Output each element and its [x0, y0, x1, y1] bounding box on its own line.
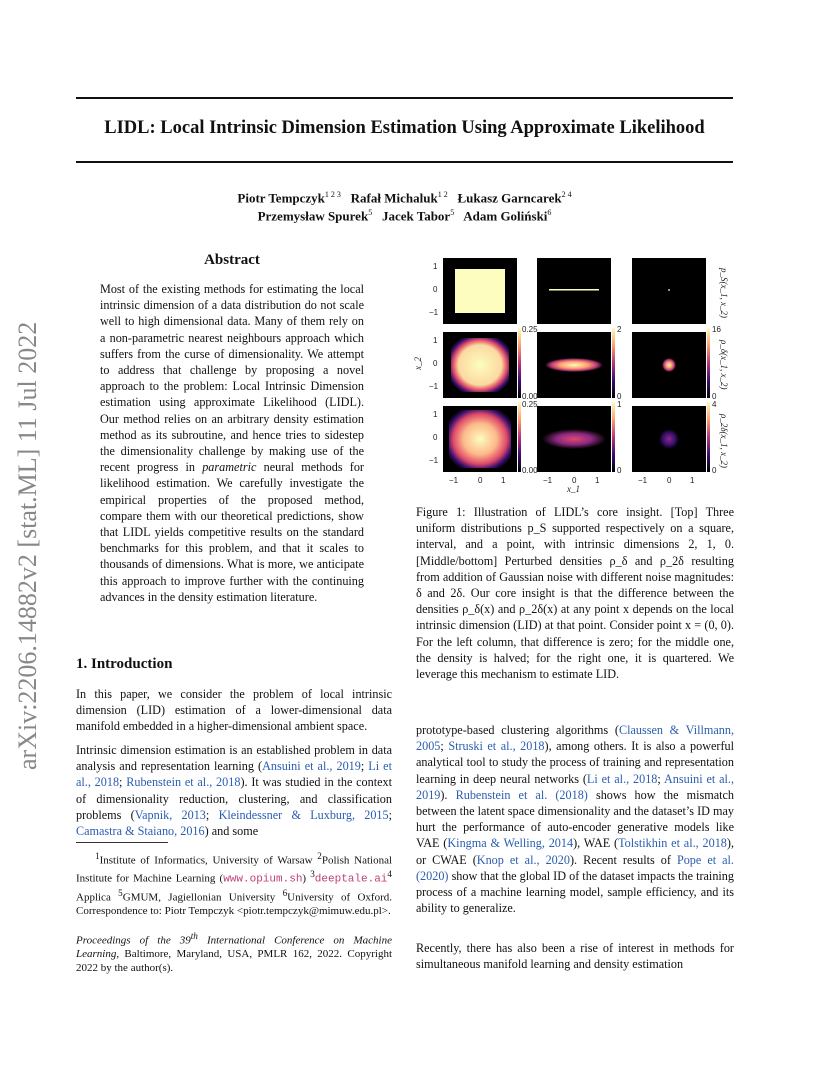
- paper-title: LIDL: Local Intrinsic Dimension Estimation Using Approximate Likelihood: [104, 118, 705, 138]
- figure-row-bottom: [443, 406, 706, 472]
- author-affiliation: 5: [368, 208, 373, 217]
- intro-text: Intrinsic dimension estimation is an established problem in data analysis and representation learning (: [76, 743, 392, 774]
- author-affiliation: 2 4: [561, 190, 572, 199]
- colorbar: [518, 328, 521, 398]
- uniform-point: [668, 289, 670, 291]
- y-tick: 0: [433, 433, 438, 442]
- arxiv-stamp-text: arXiv:2206.14882v2 [stat.ML] 11 Jul 2022: [13, 321, 42, 770]
- author-name: Łukasz Garncarek: [457, 190, 562, 206]
- citation-link[interactable]: Li et al., 2018: [586, 771, 658, 786]
- x-tick: 1: [690, 476, 695, 485]
- x-tick: 0: [478, 476, 483, 485]
- abstract-heading: Abstract: [204, 252, 260, 268]
- proceedings-note: Proceedings of the 39th International Conference on Machine Learning, Baltimore, Maryland, USA, PMLR 162, 2022. Copyright 2022 by the author(s).: [76, 931, 392, 974]
- colorbar-label: 0.00: [522, 466, 538, 475]
- y-axis-label: x_2: [413, 357, 423, 370]
- colorbar: [612, 328, 615, 398]
- perturbed-interval-2: [542, 429, 606, 449]
- abstract-text-rest: neural methods for likelihood estimation. We carefully investigate the empirical properties of the proposed method, compare them with our theoretical predictions, show that LIDL yields competitive results on the standard benchmarks for this problem, and that it scales to thousands of dimensions. What is more, we anticipate this approach to improve further with the continuing advances in the density estimation literature.: [100, 460, 364, 604]
- y-tick: −1: [429, 456, 439, 465]
- perturbed-square-2: [449, 410, 511, 468]
- y-tick: 0: [433, 359, 438, 368]
- footnote-rule: [76, 842, 168, 843]
- citation-link[interactable]: Kleindessner & Luxburg, 2015: [218, 807, 389, 822]
- citation-link[interactable]: Rubenstein et al. (2018): [455, 787, 588, 802]
- top-rule: [76, 97, 733, 99]
- x-tick: 1: [501, 476, 506, 485]
- citation-link[interactable]: Camastra & Staiano, 2016: [76, 824, 205, 839]
- citation-link[interactable]: Tolstikhin et al., 2018: [618, 836, 727, 851]
- intro-text: ) and some: [204, 824, 259, 839]
- colorbar-label: 2: [617, 325, 622, 334]
- y-tick: −1: [429, 382, 439, 391]
- author-name: Jacek Tabor: [381, 208, 451, 224]
- colorbar-label: 16: [712, 325, 721, 334]
- colorbar: [518, 402, 521, 472]
- x-tick: −1: [449, 476, 459, 485]
- colorbar-label: 4: [712, 400, 717, 409]
- figure-1: [405, 252, 735, 500]
- citation-link[interactable]: Kingma & Welling, 2014: [447, 836, 574, 851]
- colorbar: [707, 402, 710, 472]
- author-name: Piotr Tempczyk: [237, 190, 325, 206]
- uniform-interval: [549, 289, 599, 291]
- figure-row-top: [443, 258, 706, 324]
- x-tick: −1: [638, 476, 648, 485]
- author-affiliation: 1 2 3: [324, 190, 341, 199]
- author-affiliation: 6: [547, 208, 552, 217]
- author-name: Adam Goliński: [463, 208, 548, 224]
- row-label: p_S(x_1, x_2): [719, 268, 729, 318]
- author-affiliation: 1 2: [437, 190, 448, 199]
- x-tick: 0: [572, 476, 577, 485]
- intro-text: ). It was studied in the context of dimensionality reduction, clustering, and classification problems (: [76, 775, 393, 822]
- x-tick: −1: [543, 476, 553, 485]
- perturbed-square: [451, 338, 509, 392]
- row-label: ρ_2δ(x_1, x_2): [719, 414, 729, 468]
- colorbar-label: 0: [712, 466, 717, 475]
- panel-point-uniform: [632, 258, 706, 324]
- y-tick: −1: [429, 308, 439, 317]
- colorbar: [707, 328, 710, 398]
- author-name: Rafał Michaluk: [350, 190, 438, 206]
- perturbed-point: [662, 358, 676, 372]
- abstract-text: Most of the existing methods for estimating the local intrinsic dimension of a data distribution do not scale well to high dimensional data. Many of them rely on a non-parametric nearest neighbours approach which suffers from the curse of dimensionality. We attempt to address that challenge by proposing a novel approach to the problem: Local Intrinsic Dimension estimation using approximate Likelihood (LIDL). Our method relies on an arbitrary density estimation method as its subroutine, and hence tries to sidestep the dimensionality challenge by making use of the recent progress in: [100, 282, 364, 475]
- intro-paragraph-2: Intrinsic dimension estimation is an established problem in data analysis and representation learning (Ansuini et al., 2019; Li et al., 2018; Rubenstein et al., 2018). It was studied in the context of dimensionality reduction, clustering, and classification problems (Vapnik, 2013; Kleindessner & Luxburg, 2015; Camastra & Staiano, 2016) and some: [76, 743, 393, 839]
- right-paragraph-1: prototype-based clustering algorithms (Claussen & Villmann, 2005; Struski et al., 2018), among others. It is also a powerful analytical tool to study the process of training and representation learning in deep neural networks (Li et al., 2018; Ansuini et al., 2019). Rubenstein et al. (2018) shows how the mismatch between the latent space dimensionality and the dataset’s ID may hurt the performance of auto-encoder generative models like VAE (Kingma & Welling, 2014), WAE (Tolstikhin et al., 2018), or CWAE (Knop et al., 2020). Recent results of Pope et al. (2020) show that the global ID of the dataset impacts the training process of a machine learning model, sample efficiency, and its ability to generalize.: [416, 723, 735, 916]
- y-tick: 1: [433, 262, 438, 271]
- figure-caption: Figure 1: Illustration of LIDL’s core insight. [Top] Three uniform distributions p_S supported respectively on a square, interval, and a point, with intrinsic dimensions 2, 1, 0. [Middle/bottom] Perturbed densities ρ_δ and ρ_2δ resulting from addition of Gaussian noise with different noise magnitudes: δ and 2δ. Our core insight is that the difference between the densities ρ_δ(x) and ρ_2δ(x) at any point x depends on the local intrinsic dimension (LID) at that point. Consider point x = (0, 0). For the left column, that difference is zero; for the middle one, the density is halved; for the right one, it is quartered. We leverage this mechanism to estimate LID.: [416, 505, 734, 682]
- panel-interval-uniform: [537, 258, 611, 324]
- citation-link[interactable]: Ansuini et al., 2019: [262, 759, 361, 774]
- x-tick-labels: [449, 476, 695, 485]
- colorbar: [612, 402, 615, 472]
- citation-link[interactable]: Knop et al., 2020: [476, 852, 570, 867]
- title-bottom-rule: [76, 161, 733, 163]
- y-tick-labels: [429, 262, 439, 465]
- citation-link[interactable]: Struski et al., 2018: [448, 739, 545, 754]
- y-tick: 1: [433, 410, 438, 419]
- abstract-italic: parametric: [202, 460, 257, 475]
- citation-link[interactable]: Ansuini et al., 2019: [416, 771, 734, 802]
- colorbar-label: 1: [617, 400, 622, 409]
- citation-link[interactable]: Rubenstein et al., 2018: [126, 775, 241, 790]
- citation-link[interactable]: Claussen & Villmann, 2005: [416, 723, 734, 754]
- x-axis-label: x_1: [567, 484, 580, 494]
- colorbar-label: 0.25: [522, 325, 538, 334]
- citation-link[interactable]: Li et al., 2018: [76, 759, 392, 790]
- author-line-1: [76, 190, 733, 206]
- row-label: ρ_δ(x_1, x_2): [719, 340, 729, 390]
- x-tick: 0: [667, 476, 672, 485]
- affiliations-footnote: $^1$Institute of Informatics, University of Warsaw $^2$Polish National Institute for Machine Learning (www.opium.sh) $^3deeptale.ai^4$ Applica $^5$GMUM, Jagiellonian University $^6$University of Oxford. Correspondence to: Piotr Tempczyk <piotr.tempczyk@mimuw.edu.pl>.: [76, 851, 393, 918]
- section-heading-introduction: 1. Introduction: [76, 656, 173, 672]
- right-paragraph-2: Recently, there has also been a rise of interest in methods for simultaneous manifold learning and density estimation: [416, 941, 734, 972]
- colorbar-label: 0: [617, 466, 622, 475]
- colorbar-label: 0.00: [522, 392, 538, 401]
- perturbed-point-2: [659, 429, 679, 449]
- author-line-2: [76, 208, 733, 224]
- url-link[interactable]: deeptale.ai: [314, 873, 388, 886]
- colorbar-label: 0.25: [522, 400, 538, 409]
- y-tick: 1: [433, 336, 438, 345]
- author-affiliation: 5: [450, 208, 455, 217]
- colorbar-label: 0: [712, 392, 717, 401]
- citation-link[interactable]: Pope et al. (2020): [416, 852, 734, 883]
- abstract-body: [100, 281, 364, 605]
- uniform-square: [455, 269, 505, 313]
- url-link[interactable]: www.opium.sh: [223, 873, 303, 886]
- figure-row-middle: [443, 332, 706, 398]
- perturbed-interval: [545, 358, 603, 372]
- author-name: Przemysław Spurek: [257, 208, 369, 224]
- x-tick: 1: [595, 476, 600, 485]
- colorbar-label: 0: [617, 392, 622, 401]
- y-tick: 0: [433, 285, 438, 294]
- intro-paragraph-1: In this paper, we consider the problem of local intrinsic dimension (LID) estimation of a lower-dimensional data manifold embedded in a higher-dimensional ambient space.: [76, 687, 392, 734]
- arxiv-stamp: [2, 300, 50, 770]
- citation-link[interactable]: Vapnik, 2013: [134, 807, 206, 822]
